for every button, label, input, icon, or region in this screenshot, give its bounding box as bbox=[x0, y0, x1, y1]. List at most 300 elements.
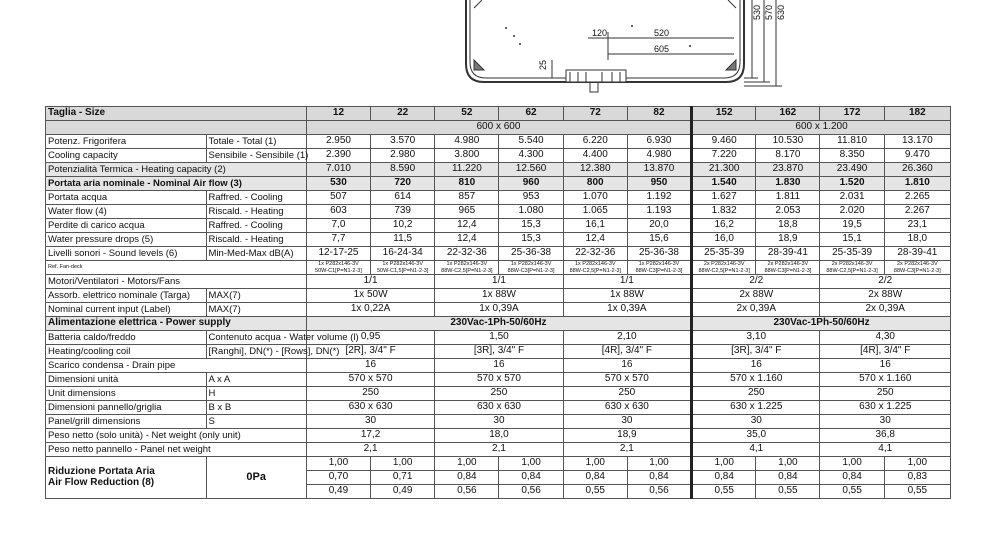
value-cell: 0,84 bbox=[692, 471, 756, 485]
row-label: Dimensioni pannello/griglia bbox=[46, 401, 207, 415]
row-label: Motori/Ventilatori - Motors/Fans bbox=[46, 275, 307, 289]
dim-520: 520 bbox=[654, 28, 670, 38]
value-cell: 16 bbox=[692, 359, 820, 373]
row-sublabel: MAX(7) bbox=[206, 303, 306, 317]
value-cell: 16,0 bbox=[692, 233, 756, 247]
value-cell: 2/2 bbox=[692, 275, 820, 289]
row-sublabel: B x B bbox=[206, 401, 306, 415]
value-cell: 2.031 bbox=[820, 191, 884, 205]
value-cell: 0,84 bbox=[756, 471, 820, 485]
fan-deck-model: 1x P282x146-3V bbox=[382, 261, 423, 268]
value-cell: 0,84 bbox=[563, 471, 627, 485]
value-cell: 16 bbox=[563, 359, 691, 373]
value-cell: 4.300 bbox=[499, 149, 563, 163]
value-cell: 603 bbox=[306, 205, 370, 219]
dim-530: 530 bbox=[752, 4, 762, 20]
value-cell: 25-36-38 bbox=[627, 247, 691, 261]
value-cell: 18,0 bbox=[435, 429, 563, 443]
value-cell: 965 bbox=[435, 205, 499, 219]
value-cell: 10,2 bbox=[371, 219, 435, 233]
fan-deck-config: 88W-C2,5[P=N1-2-3] bbox=[826, 267, 878, 274]
value-cell: 30 bbox=[306, 415, 434, 429]
value-cell: 6.220 bbox=[563, 135, 627, 149]
value-cell: 507 bbox=[306, 191, 370, 205]
fan-deck-row bbox=[46, 261, 951, 275]
value-cell: 1x 88W bbox=[435, 289, 563, 303]
value-cell: 30 bbox=[820, 415, 951, 429]
value-cell: 12-17-25 bbox=[306, 247, 370, 261]
value-cell: 2x 88W bbox=[692, 289, 820, 303]
value-cell: 3.800 bbox=[435, 149, 499, 163]
value-cell: 15,3 bbox=[499, 233, 563, 247]
value-cell: 1/1 bbox=[563, 275, 691, 289]
value-cell: 0,55 bbox=[820, 485, 884, 499]
value-cell: 250 bbox=[306, 387, 434, 401]
value-cell: 0,55 bbox=[563, 485, 627, 499]
value-cell: 11.810 bbox=[820, 135, 884, 149]
value-cell: 4.980 bbox=[627, 149, 691, 163]
value-cell: 0,56 bbox=[499, 485, 563, 499]
fan-deck-config: 88W-C3[P=N1-2-3] bbox=[507, 267, 555, 274]
value-cell: 1.811 bbox=[756, 191, 820, 205]
value-cell: [2R], 3/4" F bbox=[306, 345, 434, 359]
value-cell: 250 bbox=[563, 387, 691, 401]
row-label: Panel/grill dimensions bbox=[46, 415, 207, 429]
value-cell: 6.930 bbox=[627, 135, 691, 149]
value-cell: 10.530 bbox=[756, 135, 820, 149]
value-cell: 1x 50W bbox=[306, 289, 434, 303]
size-cell: 182 bbox=[884, 107, 950, 121]
fan-deck-cell bbox=[692, 261, 756, 275]
value-cell: 570 x 1.160 bbox=[820, 373, 951, 387]
technical-data-table bbox=[45, 106, 951, 499]
size-cell: 162 bbox=[756, 107, 820, 121]
fan-deck-model: 1x P282x146-3V bbox=[574, 261, 616, 268]
power-input-row bbox=[46, 303, 951, 317]
value-cell: 25-36-38 bbox=[499, 247, 563, 261]
value-cell: 28-39-41 bbox=[884, 247, 950, 261]
value-cell: 1.080 bbox=[499, 205, 563, 219]
value-cell: 2x 0,39A bbox=[692, 303, 820, 317]
value-cell: 2,1 bbox=[435, 443, 563, 457]
value-cell: 16,1 bbox=[563, 219, 627, 233]
value-cell: [4R], 3/4" F bbox=[563, 345, 691, 359]
value-cell: 614 bbox=[371, 191, 435, 205]
row-label: Portata acqua bbox=[46, 191, 207, 205]
value-cell: 16 bbox=[435, 359, 563, 373]
value-cell: [3R], 3/4" F bbox=[435, 345, 563, 359]
value-cell: 1,00 bbox=[692, 457, 756, 471]
value-cell: 950 bbox=[627, 177, 691, 191]
value-cell: 12.560 bbox=[499, 163, 563, 177]
value-cell: 0,84 bbox=[627, 471, 691, 485]
value-cell: 16,2 bbox=[692, 219, 756, 233]
row-label: Heating/cooling coil bbox=[46, 345, 207, 359]
value-cell: 4.980 bbox=[435, 135, 499, 149]
value-cell: 250 bbox=[820, 387, 951, 401]
pressure-drop-row bbox=[46, 233, 951, 247]
size-cell: 82 bbox=[627, 107, 691, 121]
value-cell: 1.520 bbox=[820, 177, 884, 191]
value-cell: 4.400 bbox=[563, 149, 627, 163]
value-cell: 28-39-41 bbox=[756, 247, 820, 261]
fan-deck-model: 2x P282x146-3V bbox=[831, 261, 873, 268]
value-cell: 2.053 bbox=[756, 205, 820, 219]
value-cell: 1,00 bbox=[627, 457, 691, 471]
value-cell: 2.390 bbox=[306, 149, 370, 163]
dim-605: 605 bbox=[654, 44, 670, 54]
value-cell: 30 bbox=[692, 415, 820, 429]
value-cell: 630 x 630 bbox=[563, 401, 691, 415]
row-sublabel: S bbox=[206, 415, 306, 429]
value-cell: 1,00 bbox=[820, 457, 884, 471]
value-cell: 9.460 bbox=[692, 135, 756, 149]
value-cell: 570 x 570 bbox=[306, 373, 434, 387]
value-cell: 25-35-39 bbox=[692, 247, 756, 261]
value-cell: 2x 0,39A bbox=[820, 303, 951, 317]
row-label: Scarico condensa - Drain pipe bbox=[46, 359, 307, 373]
value-cell: 19,5 bbox=[820, 219, 884, 233]
panel-dimensions-row bbox=[46, 415, 951, 429]
value-cell: 18,9 bbox=[563, 429, 691, 443]
value-cell: 1,00 bbox=[371, 457, 435, 471]
value-cell: 30 bbox=[435, 415, 563, 429]
value-cell: 4,1 bbox=[692, 443, 820, 457]
value-cell: 7.010 bbox=[306, 163, 370, 177]
value-cell: 2/2 bbox=[820, 275, 951, 289]
row-label: Unit dimensions bbox=[46, 387, 207, 401]
value-cell: 570 x 1.160 bbox=[692, 373, 820, 387]
value-cell: 0,55 bbox=[756, 485, 820, 499]
row-sublabel: Riscald. - Heating bbox=[206, 233, 306, 247]
value-cell: 250 bbox=[435, 387, 563, 401]
row-sublabel: Raffred. - Cooling bbox=[206, 219, 306, 233]
row-label: Nominal current input (Label) bbox=[46, 303, 207, 317]
value-cell: 1.070 bbox=[563, 191, 627, 205]
value-cell: 26.360 bbox=[884, 163, 950, 177]
value-cell: 4,1 bbox=[820, 443, 951, 457]
value-cell: 230Vac-1Ph-50/60Hz bbox=[306, 317, 691, 331]
row-label: Livelli sonori - Sound levels (6) bbox=[46, 247, 207, 261]
value-cell: 2,1 bbox=[563, 443, 691, 457]
fan-deck-model: 1x P282x146-3V bbox=[638, 261, 680, 268]
value-cell: 2.980 bbox=[371, 149, 435, 163]
value-cell: 13.170 bbox=[884, 135, 950, 149]
size-cell: 12 bbox=[306, 107, 370, 121]
fan-deck-cell bbox=[435, 261, 499, 275]
value-cell: 3,10 bbox=[692, 331, 820, 345]
value-cell: 0,49 bbox=[306, 485, 370, 499]
row-label: Perdite di carico acqua bbox=[46, 219, 207, 233]
value-cell: 15,3 bbox=[499, 219, 563, 233]
row-label: Cooling capacity bbox=[46, 149, 207, 163]
row-label: Water pressure drops (5) bbox=[46, 233, 207, 247]
value-cell: 25-35-39 bbox=[820, 247, 884, 261]
value-cell: 8.350 bbox=[820, 149, 884, 163]
power-supply-row bbox=[46, 317, 951, 331]
fan-deck-cell bbox=[884, 261, 950, 275]
value-cell: 13.870 bbox=[627, 163, 691, 177]
value-cell: 739 bbox=[371, 205, 435, 219]
value-cell: 15,1 bbox=[820, 233, 884, 247]
value-cell: 12,4 bbox=[435, 219, 499, 233]
row-sublabel: Totale - Total (1) bbox=[206, 135, 306, 149]
value-cell: 0,84 bbox=[820, 471, 884, 485]
size-cell: 52 bbox=[435, 107, 499, 121]
cooling-capacity-row bbox=[46, 149, 951, 163]
value-cell: 720 bbox=[371, 177, 435, 191]
water-flow-row bbox=[46, 205, 951, 219]
value-cell: 2.267 bbox=[884, 205, 950, 219]
row-label: Assorb. elettrico nominale (Targa) bbox=[46, 289, 207, 303]
size-header-row bbox=[46, 107, 951, 121]
value-cell: 8.590 bbox=[371, 163, 435, 177]
value-cell: 36,8 bbox=[820, 429, 951, 443]
value-cell: 18,9 bbox=[756, 233, 820, 247]
value-cell: 1x 0,39A bbox=[563, 303, 691, 317]
value-cell: 18,8 bbox=[756, 219, 820, 233]
value-cell: 0,70 bbox=[306, 471, 370, 485]
row-label: Alimentazione elettrica - Power supply bbox=[46, 317, 307, 331]
row-label: Potenz. Frigorifera bbox=[46, 135, 207, 149]
pressure-label: 0Pa bbox=[206, 457, 306, 499]
air-flow-row bbox=[46, 177, 951, 191]
value-cell: 23.490 bbox=[820, 163, 884, 177]
reduction-title: Riduzione Portata Aria bbox=[48, 466, 155, 477]
value-cell: 2.950 bbox=[306, 135, 370, 149]
value-cell: 11,5 bbox=[371, 233, 435, 247]
panel-size-small: 600 x 600 bbox=[306, 121, 691, 135]
value-cell: 16 bbox=[306, 359, 434, 373]
reduction-subtitle: Air Flow Reduction (8) bbox=[48, 476, 155, 488]
row-sublabel: H bbox=[206, 387, 306, 401]
fan-deck-cell bbox=[756, 261, 820, 275]
coil-row bbox=[46, 331, 951, 345]
panel-size-row bbox=[46, 121, 951, 135]
value-cell: 2.265 bbox=[884, 191, 950, 205]
value-cell: 22-32-36 bbox=[563, 247, 627, 261]
row-sublabel: A x A bbox=[206, 373, 306, 387]
value-cell: 2,10 bbox=[563, 331, 691, 345]
value-cell: 0,56 bbox=[435, 485, 499, 499]
dim-25: 25 bbox=[538, 59, 548, 70]
value-cell: 960 bbox=[499, 177, 563, 191]
pressure-drop-row bbox=[46, 219, 951, 233]
fan-deck-model: 2x P282x146-3V bbox=[703, 261, 745, 268]
value-cell: 7,0 bbox=[306, 219, 370, 233]
air-flow-reduction-row bbox=[46, 457, 951, 471]
value-cell: 1,50 bbox=[435, 331, 563, 345]
fan-deck-model: 1x P282x146-3V bbox=[510, 261, 552, 268]
value-cell: 23.870 bbox=[756, 163, 820, 177]
row-label: Dimensioni unità bbox=[46, 373, 207, 387]
value-cell: 35,0 bbox=[692, 429, 820, 443]
row-sublabel: Contenuto acqua - Water volume (l) bbox=[206, 331, 306, 345]
water-flow-row bbox=[46, 191, 951, 205]
size-cell: 72 bbox=[563, 107, 627, 121]
value-cell: 1/1 bbox=[435, 275, 563, 289]
fan-deck-model: 2x P282x146-3V bbox=[767, 261, 809, 268]
fan-deck-config: 88W-C3[P=N1-2-3] bbox=[635, 267, 683, 274]
dim-120: 120 bbox=[592, 28, 608, 38]
value-cell: 3.570 bbox=[371, 135, 435, 149]
value-cell: 1,00 bbox=[306, 457, 370, 471]
value-cell: 1x 0,22A bbox=[306, 303, 434, 317]
value-cell: 12,4 bbox=[563, 233, 627, 247]
value-cell: 21.300 bbox=[692, 163, 756, 177]
fan-deck-cell bbox=[306, 261, 370, 275]
fan-deck-config: 50W-C1[P=N1-2-3] bbox=[315, 267, 362, 274]
value-cell: 630 x 1.225 bbox=[692, 401, 820, 415]
fan-deck-config: 88W-C2,5[P=N1-2-3] bbox=[569, 267, 621, 274]
size-label: Taglia - Size bbox=[46, 107, 307, 121]
weight-row bbox=[46, 443, 951, 457]
value-cell: 12,4 bbox=[435, 233, 499, 247]
fan-deck-config: 88W-C2,5[P=N1-2-3] bbox=[698, 267, 750, 274]
fan-deck-config: 88W-C3[P=N1-2-3] bbox=[893, 267, 941, 274]
weight-row bbox=[46, 429, 951, 443]
value-cell: 12.380 bbox=[563, 163, 627, 177]
sound-level-row bbox=[46, 247, 951, 261]
value-cell: 857 bbox=[435, 191, 499, 205]
value-cell: [3R], 3/4" F bbox=[692, 345, 820, 359]
row-sublabel: MAX(7) bbox=[206, 289, 306, 303]
dim-630: 630 bbox=[776, 4, 786, 20]
value-cell: 16-24-34 bbox=[371, 247, 435, 261]
size-cell: 152 bbox=[692, 107, 756, 121]
value-cell: 1,00 bbox=[884, 457, 950, 471]
value-cell: 0,95 bbox=[306, 331, 434, 345]
value-cell: 1.193 bbox=[627, 205, 691, 219]
value-cell: 15,6 bbox=[627, 233, 691, 247]
value-cell: 0,83 bbox=[884, 471, 950, 485]
value-cell: 1.810 bbox=[884, 177, 950, 191]
value-cell: 30 bbox=[563, 415, 691, 429]
coil-row bbox=[46, 345, 951, 359]
value-cell: 0,56 bbox=[627, 485, 691, 499]
value-cell: 5.540 bbox=[499, 135, 563, 149]
value-cell: 17,2 bbox=[306, 429, 434, 443]
value-cell: 230Vac-1Ph-50/60Hz bbox=[692, 317, 951, 331]
power-input-row bbox=[46, 289, 951, 303]
fan-deck-cell bbox=[627, 261, 691, 275]
value-cell: 16 bbox=[820, 359, 951, 373]
value-cell: 0,49 bbox=[371, 485, 435, 499]
fan-deck-config: 88W-C2,5[P=N1-2-3] bbox=[441, 267, 493, 274]
row-label: Portata aria nominale - Nominal Air flow (3) bbox=[46, 177, 307, 191]
value-cell: 4,30 bbox=[820, 331, 951, 345]
dim-570: 570 bbox=[764, 4, 774, 20]
value-cell: 1,00 bbox=[499, 457, 563, 471]
size-cell: 62 bbox=[499, 107, 563, 121]
size-cell: 22 bbox=[371, 107, 435, 121]
fan-deck-config: 50W-C1,5[P=N1-2-3] bbox=[376, 267, 429, 274]
row-sublabel: Raffred. - Cooling bbox=[206, 191, 306, 205]
value-cell: 11.220 bbox=[435, 163, 499, 177]
value-cell: 570 x 570 bbox=[563, 373, 691, 387]
panel-size-large: 600 x 1.200 bbox=[692, 121, 951, 135]
value-cell: 7.220 bbox=[692, 149, 756, 163]
value-cell: 630 x 1.225 bbox=[820, 401, 951, 415]
unit-dimension-drawing bbox=[0, 0, 994, 104]
row-label: Batteria caldo/freddo bbox=[46, 331, 207, 345]
unit-dimensions-row bbox=[46, 387, 951, 401]
fan-deck-model: 1x P282x146-3V bbox=[446, 261, 488, 268]
value-cell: 9.470 bbox=[884, 149, 950, 163]
fan-deck-cell bbox=[371, 261, 435, 275]
value-cell: [4R], 3/4" F bbox=[820, 345, 951, 359]
value-cell: 1.627 bbox=[692, 191, 756, 205]
value-cell: 953 bbox=[499, 191, 563, 205]
row-label: Water flow (4) bbox=[46, 205, 207, 219]
fan-deck-cell bbox=[820, 261, 884, 275]
value-cell: 1x 88W bbox=[563, 289, 691, 303]
drain-row bbox=[46, 359, 951, 373]
value-cell: 2,1 bbox=[306, 443, 434, 457]
fan-deck-config: 88W-C3[P=N1-2-3] bbox=[764, 267, 812, 274]
value-cell: 18,0 bbox=[884, 233, 950, 247]
value-cell: 0,55 bbox=[692, 485, 756, 499]
value-cell: 250 bbox=[692, 387, 820, 401]
value-cell: 1.830 bbox=[756, 177, 820, 191]
value-cell: 1x 0,39A bbox=[435, 303, 563, 317]
value-cell: 1,00 bbox=[563, 457, 627, 471]
row-sublabel: Sensibile - Sensibile (1) bbox=[206, 149, 306, 163]
unit-dimensions-row bbox=[46, 373, 951, 387]
fan-deck-model: 2x P282x146-3V bbox=[897, 261, 938, 268]
row-label bbox=[46, 457, 207, 499]
value-cell: 1,00 bbox=[435, 457, 499, 471]
value-cell: 2.020 bbox=[820, 205, 884, 219]
value-cell: 630 x 630 bbox=[306, 401, 434, 415]
value-cell: 22-32-36 bbox=[435, 247, 499, 261]
row-sublabel: Riscald. - Heating bbox=[206, 205, 306, 219]
value-cell: 810 bbox=[435, 177, 499, 191]
value-cell: 0,71 bbox=[371, 471, 435, 485]
motors-row bbox=[46, 275, 951, 289]
value-cell: 0,55 bbox=[884, 485, 950, 499]
value-cell: 0,84 bbox=[435, 471, 499, 485]
fan-deck-cell bbox=[499, 261, 563, 275]
value-cell: 630 x 630 bbox=[435, 401, 563, 415]
value-cell: 2x 88W bbox=[820, 289, 951, 303]
row-sublabel: [Ranghi], DN(*) - [Rows], DN(*) bbox=[206, 345, 306, 359]
cooling-capacity-row bbox=[46, 135, 951, 149]
value-cell: 1.832 bbox=[692, 205, 756, 219]
value-cell: 530 bbox=[306, 177, 370, 191]
fan-deck-model: 1x P282x146-3V bbox=[318, 261, 359, 268]
value-cell: 570 x 570 bbox=[435, 373, 563, 387]
row-label: Ref. Fan-deck bbox=[46, 261, 307, 275]
value-cell: 8.170 bbox=[756, 149, 820, 163]
value-cell: 0,84 bbox=[499, 471, 563, 485]
value-cell: 1.065 bbox=[563, 205, 627, 219]
value-cell: 1/1 bbox=[306, 275, 434, 289]
row-unit: Min-Med-Max dB(A) bbox=[206, 247, 306, 261]
fan-deck-cell bbox=[563, 261, 627, 275]
value-cell: 23,1 bbox=[884, 219, 950, 233]
value-cell: 1,00 bbox=[756, 457, 820, 471]
value-cell: 1.192 bbox=[627, 191, 691, 205]
size-cell: 172 bbox=[820, 107, 884, 121]
row-label: Potenzialità Termica - Heating capacity (2) bbox=[46, 163, 307, 177]
value-cell: 7,7 bbox=[306, 233, 370, 247]
value-cell: 1.540 bbox=[692, 177, 756, 191]
value-cell: 800 bbox=[563, 177, 627, 191]
row-label: Peso netto pannello - Panel net weight bbox=[46, 443, 307, 457]
row-label: Peso netto (solo unità) - Net weight (only unit) bbox=[46, 429, 307, 443]
value-cell: 20,0 bbox=[627, 219, 691, 233]
